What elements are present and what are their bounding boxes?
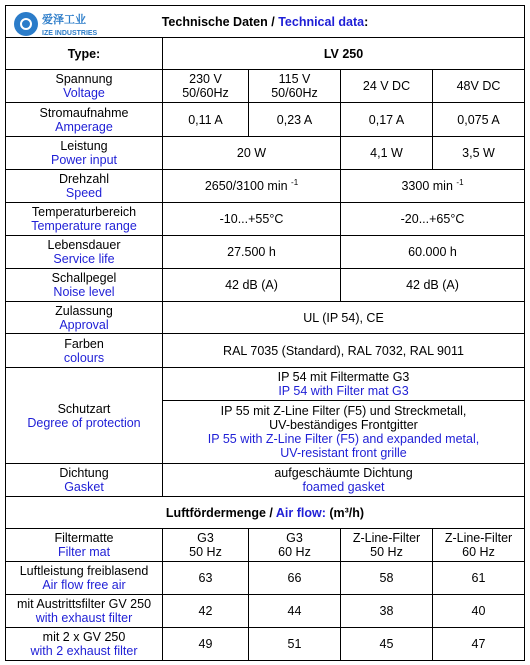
company-logo xyxy=(14,10,134,40)
type-label: Type: xyxy=(6,38,163,70)
voltage-label-de: Spannung xyxy=(55,72,113,86)
approval-row xyxy=(6,302,525,334)
power-value-24v: 4,1 W xyxy=(341,137,433,170)
column-zline-50hz-freq: 50 Hz xyxy=(370,545,403,559)
amperage-value-1: 0,11 A xyxy=(163,103,249,137)
logo-chinese-text: 爱泽工业 xyxy=(42,13,86,26)
gasket-label-cell xyxy=(6,464,163,497)
power-row xyxy=(6,137,525,170)
title-german: Technische Daten xyxy=(161,14,268,29)
noise-level-value-dc: 42 dB (A) xyxy=(341,269,525,302)
airflow-header-row xyxy=(6,497,525,529)
title-colon: : xyxy=(364,14,369,29)
amperage-value-4: 0,075 A xyxy=(433,103,525,137)
voltage-115v-freq: 50/60Hz xyxy=(271,86,318,100)
airflow-two-exhaust-filter-value: 45 xyxy=(341,628,433,661)
type-row xyxy=(6,38,525,70)
airflow-exhaust-filter-row xyxy=(6,595,525,628)
speed-label-cell xyxy=(6,170,163,203)
airflow-exhaust-filter-label-en: with exhaust filter xyxy=(35,611,133,625)
airflow-columns-row xyxy=(6,529,525,562)
voltage-row xyxy=(6,70,525,103)
column-zline-60hz-freq: 60 Hz xyxy=(462,545,495,559)
noise-level-label-en: Noise level xyxy=(53,285,115,299)
colours-label-de: Farben xyxy=(64,336,104,351)
airflow-two-exhaust-filter-label-cell xyxy=(6,628,163,661)
column-g3-50hz-freq: 50 Hz xyxy=(189,545,222,559)
protection-ip54-de: IP 54 mit Filtermatte G3 xyxy=(277,370,410,384)
amperage-label-cell xyxy=(6,103,163,137)
amperage-label-de: Stromaufnahme xyxy=(39,105,129,120)
protection-label-en: Degree of protection xyxy=(27,415,141,430)
voltage-24vdc-cell: 24 V DC xyxy=(341,70,433,103)
logo-mark-icon xyxy=(14,12,38,36)
airflow-two-exhaust-filter-value: 49 xyxy=(163,628,249,661)
speed-value-dc-exponent: -1 xyxy=(456,177,464,187)
technical-data-table xyxy=(5,5,525,661)
airflow-free-air-label-en: Air flow free air xyxy=(42,578,126,592)
amperage-label-en: Amperage xyxy=(55,119,113,134)
title-english: Technical data xyxy=(278,14,365,29)
power-value-ac: 20 W xyxy=(163,137,341,170)
service-life-row xyxy=(6,236,525,269)
approval-label-en: Approval xyxy=(59,317,109,332)
column-g3-50hz-filter: G3 xyxy=(197,531,214,545)
column-zline-60hz-filter: Z-Line-Filter xyxy=(444,531,513,545)
airflow-free-air-value: 63 xyxy=(163,562,249,595)
column-g3-60hz-filter: G3 xyxy=(286,531,303,545)
airflow-free-air-label-de: Luftleistung freiblasend xyxy=(19,564,149,578)
airflow-two-exhaust-filter-value: 47 xyxy=(433,628,525,661)
approval-value: UL (IP 54), CE xyxy=(163,302,525,334)
colours-label-cell xyxy=(6,334,163,368)
temperature-row xyxy=(6,203,525,236)
airflow-title-de: Luftfördermenge xyxy=(165,505,266,520)
gasket-value-cell xyxy=(163,464,525,497)
speed-row xyxy=(6,170,525,203)
speed-value-dc xyxy=(341,170,525,203)
airflow-title-en: Air flow: xyxy=(275,505,326,520)
noise-level-label-de: Schallpegel xyxy=(51,271,117,285)
speed-label-de: Drehzahl xyxy=(58,172,110,186)
gasket-value-en: foamed gasket xyxy=(302,480,385,494)
airflow-two-exhaust-filter-value: 51 xyxy=(249,628,341,661)
gasket-row xyxy=(6,464,525,497)
temperature-label-cell xyxy=(6,203,163,236)
speed-value-ac-exponent: -1 xyxy=(291,177,299,187)
voltage-label-cell xyxy=(6,70,163,103)
voltage-115v-cell xyxy=(249,70,341,103)
title-separator: / xyxy=(267,14,279,29)
temperature-label-en: Temperature range xyxy=(31,219,137,233)
gasket-label-en: Gasket xyxy=(64,480,104,494)
amperage-value-3: 0,17 A xyxy=(341,103,433,137)
header-cell xyxy=(6,6,525,38)
airflow-two-exhaust-filter-label-de: mit 2 x GV 250 xyxy=(42,630,126,644)
column-g3-60hz xyxy=(249,529,341,562)
airflow-two-exhaust-filter-row xyxy=(6,628,525,661)
airflow-title-separator: / xyxy=(265,505,276,520)
speed-value-dc-text: 3300 min xyxy=(401,179,453,193)
power-label-en: Power input xyxy=(50,153,117,167)
logo-english-text: IZE INDUSTRIES xyxy=(42,30,98,37)
service-life-label-en: Service life xyxy=(53,252,115,266)
airflow-unit: (m³/h) xyxy=(325,505,365,520)
airflow-free-air-label-cell xyxy=(6,562,163,595)
service-life-label-cell xyxy=(6,236,163,269)
protection-label-de: Schutzart xyxy=(57,401,111,416)
protection-ip55-de-1: IP 55 mit Z-Line Filter (F5) und Streckmetall, xyxy=(220,404,467,418)
airflow-free-air-value: 61 xyxy=(433,562,525,595)
noise-level-row xyxy=(6,269,525,302)
colours-row xyxy=(6,334,525,368)
airflow-exhaust-filter-value: 40 xyxy=(433,595,525,628)
protection-ip54-en: IP 54 with Filter mat G3 xyxy=(278,384,409,398)
speed-value-ac xyxy=(163,170,341,203)
column-g3-60hz-freq: 60 Hz xyxy=(278,545,311,559)
colours-label-en: colours xyxy=(63,350,105,365)
airflow-exhaust-filter-value: 38 xyxy=(341,595,433,628)
approval-label-cell xyxy=(6,302,163,334)
power-label-cell xyxy=(6,137,163,170)
protection-ip55-cell xyxy=(163,401,525,464)
filter-mat-label-de: Filtermatte xyxy=(54,531,114,545)
service-life-value-dc: 60.000 h xyxy=(341,236,525,269)
amperage-row xyxy=(6,103,525,137)
voltage-115v: 115 V xyxy=(278,72,311,86)
temperature-label-de: Temperaturbereich xyxy=(31,205,137,219)
type-value: LV 250 xyxy=(163,38,525,70)
gasket-value-de: aufgeschäumte Dichtung xyxy=(274,466,413,480)
protection-ip55-en-1: IP 55 with Z-Line Filter (F5) and expanded metal, xyxy=(207,432,480,446)
airflow-exhaust-filter-label-de: mit Austrittsfilter GV 250 xyxy=(16,597,152,611)
noise-level-value-ac: 42 dB (A) xyxy=(163,269,341,302)
filter-mat-label-en: Filter mat xyxy=(57,545,111,559)
gasket-label-de: Dichtung xyxy=(59,466,109,480)
protection-label-cell xyxy=(6,368,163,464)
filter-mat-label-cell xyxy=(6,529,163,562)
colours-value: RAL 7035 (Standard), RAL 7032, RAL 9011 xyxy=(163,334,525,368)
airflow-free-air-value: 66 xyxy=(249,562,341,595)
temperature-value-ac: -10...+55°C xyxy=(163,203,341,236)
column-g3-50hz xyxy=(163,529,249,562)
speed-value-ac-text: 2650/3100 min xyxy=(204,179,288,193)
protection-ip54-cell xyxy=(163,368,525,401)
column-zline-50hz xyxy=(341,529,433,562)
voltage-230v: 230 V xyxy=(189,72,222,86)
protection-row-ip54 xyxy=(6,368,525,401)
service-life-label-de: Lebensdauer xyxy=(47,238,121,252)
airflow-two-exhaust-filter-label-en: with 2 exhaust filter xyxy=(30,644,138,658)
noise-level-label-cell xyxy=(6,269,163,302)
protection-ip55-de-2: UV-beständiges Frontgitter xyxy=(269,418,418,432)
approval-label-de: Zulassung xyxy=(55,303,113,318)
airflow-free-air-value: 58 xyxy=(341,562,433,595)
header-row xyxy=(6,6,525,38)
voltage-label-en: Voltage xyxy=(63,86,105,100)
service-life-value-ac: 27.500 h xyxy=(163,236,341,269)
airflow-exhaust-filter-label-cell xyxy=(6,595,163,628)
voltage-230v-cell xyxy=(163,70,249,103)
speed-label-en: Speed xyxy=(65,186,103,200)
column-zline-60hz xyxy=(433,529,525,562)
power-label-de: Leistung xyxy=(60,139,108,153)
airflow-free-air-row xyxy=(6,562,525,595)
protection-ip55-en-2: UV-resistant front grille xyxy=(280,446,407,460)
airflow-exhaust-filter-value: 44 xyxy=(249,595,341,628)
airflow-exhaust-filter-value: 42 xyxy=(163,595,249,628)
voltage-48vdc-cell: 48V DC xyxy=(433,70,525,103)
voltage-230v-freq: 50/60Hz xyxy=(182,86,229,100)
column-zline-50hz-filter: Z-Line-Filter xyxy=(352,531,421,545)
amperage-value-2: 0,23 A xyxy=(249,103,341,137)
power-value-48v: 3,5 W xyxy=(433,137,525,170)
airflow-header-cell xyxy=(6,497,525,529)
temperature-value-dc: -20...+65°C xyxy=(341,203,525,236)
